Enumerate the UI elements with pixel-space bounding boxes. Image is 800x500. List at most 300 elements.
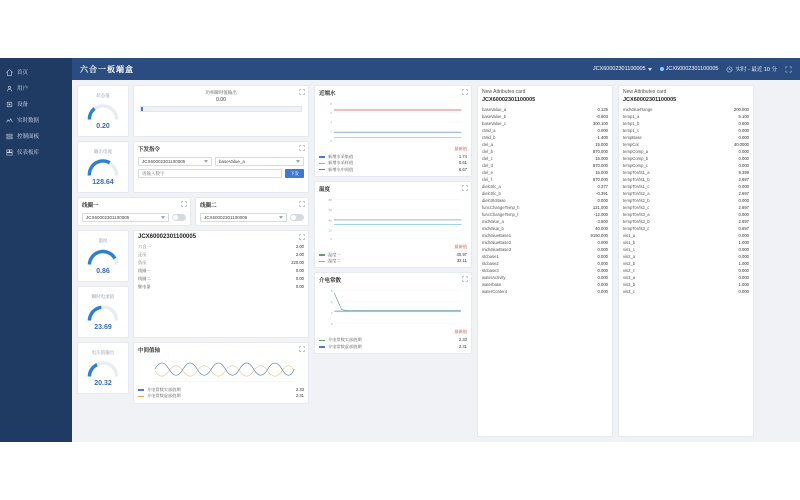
legend-value: 6.67 [458, 166, 467, 172]
list-item [478, 274, 612, 281]
chart-card-temperature [314, 181, 472, 269]
attr-key: tempToVls1_b [623, 177, 650, 182]
progress-track [140, 106, 302, 112]
chart-legend-header: 最新值 [454, 329, 467, 335]
status-dot-icon [660, 67, 664, 71]
svg-text:0: 0 [330, 138, 333, 143]
attr-value: 2.697 [738, 191, 749, 196]
attributes-card-1-device: JCX60002301100005 [482, 97, 536, 103]
attr-value: 870.000 [592, 177, 608, 182]
attr-key: clel_c [482, 156, 493, 161]
attr-value: 0.000 [597, 198, 608, 203]
row-gauge-sine [77, 342, 309, 404]
table-row [134, 243, 308, 251]
svg-text:20: 20 [328, 228, 332, 233]
panel-icon [6, 133, 13, 140]
coil-1-device-value: JCX60002301100005 [86, 215, 130, 220]
attr-key: tempCal [623, 142, 639, 147]
progress-title: 功率瞬时值输出 [205, 90, 237, 95]
sidebar-item-label: 控制面板 [17, 134, 40, 140]
gauge-label: 状态值 [96, 92, 110, 98]
row-value: 0.00 [295, 268, 304, 273]
user-icon [6, 85, 13, 92]
coil-2-controls [200, 213, 304, 222]
row-value: 0.00 [295, 276, 304, 281]
attr-value: -3.500 [596, 219, 608, 224]
table-row [134, 251, 308, 259]
chevron-down-icon [204, 160, 208, 163]
list-item [619, 260, 753, 267]
attr-value: 0.000 [597, 240, 608, 245]
row-key: 负压 [138, 260, 147, 265]
device-values-card [133, 230, 309, 338]
attr-key: dielctrlc_a [482, 184, 501, 189]
list-item [478, 281, 612, 288]
coil-row [77, 197, 309, 226]
legend-label: 新增水中间值 [328, 166, 354, 172]
gauge-label: 输出电流 [94, 148, 112, 154]
attr-value: 1.000 [738, 282, 749, 287]
list-item [619, 239, 753, 246]
legend-swatch [319, 254, 325, 256]
row-key: 六合一 [138, 244, 151, 249]
list-item [478, 106, 612, 113]
command-value-input[interactable] [138, 169, 282, 178]
list-item [478, 127, 612, 134]
chart-legend-dielectric [315, 335, 471, 353]
coil-1-controls [82, 213, 186, 222]
attr-key: tempToVls3_b [623, 219, 650, 224]
legend-item [319, 167, 467, 173]
attr-value: 0.000 [738, 233, 749, 238]
list-item [619, 274, 753, 281]
table-row [134, 259, 308, 267]
sine-legend [134, 385, 308, 403]
send-command-button[interactable]: 下发 [285, 169, 304, 178]
attr-key: clel_a [482, 142, 493, 147]
list-item [619, 267, 753, 274]
command-selectors [138, 157, 304, 166]
gauge-widget-1[interactable] [77, 141, 129, 193]
attr-value: 0.000 [738, 184, 749, 189]
legend-swatch [319, 156, 325, 158]
coil-card-2 [195, 197, 309, 226]
attr-value: 0.000 [738, 275, 749, 280]
svg-text:6: 6 [330, 289, 333, 294]
legend-value: 2.31 [295, 393, 304, 399]
command-device-select[interactable] [138, 157, 212, 166]
list-item [478, 239, 612, 246]
gauge-arc [86, 301, 120, 323]
expand-icon[interactable] [462, 276, 468, 282]
sidebar-item-user[interactable] [0, 80, 72, 96]
list-item [478, 134, 612, 141]
attr-key: tempToVls3_a [623, 212, 650, 217]
attr-value: 0.000 [597, 275, 608, 280]
attr-key: baseValue_c [482, 121, 506, 126]
attr-key: clel_d [482, 163, 493, 168]
legend-value: 2.33 [458, 337, 467, 343]
coil-2-device-select[interactable] [200, 213, 287, 222]
attr-key: waterActivity [482, 275, 506, 280]
attr-value: 0.000 [738, 268, 749, 273]
attr-key: midValueBase2 [482, 240, 512, 245]
attr-value: 0.377 [597, 184, 608, 189]
attr-key: stcbase3 [482, 268, 499, 273]
attr-key: vis1_a [623, 233, 636, 238]
chart-legend-temperature [315, 250, 471, 268]
sidebar-item-panel[interactable] [0, 128, 72, 144]
left-column [77, 85, 309, 437]
chart-card-distance [314, 85, 472, 177]
device-selector-2[interactable] [660, 66, 719, 72]
list-item [619, 197, 753, 204]
charts-column [314, 85, 472, 437]
attr-key: vis3_a [623, 275, 636, 280]
sine-chart-plot [134, 355, 308, 385]
home-icon [6, 69, 13, 76]
chevron-down-icon [296, 160, 300, 163]
attr-key: tempBase [623, 135, 642, 140]
coil-card-2-title: 线圈二 [200, 203, 217, 209]
svg-text:2: 2 [330, 311, 333, 316]
gauge-label: 电压值输出 [91, 349, 115, 355]
attributes-card-2-header: New Attributes card [623, 89, 667, 95]
attr-value: 0.000 [597, 247, 608, 252]
attributes-card-2-device: JCX60002301100005 [623, 97, 677, 103]
realtime-icon [6, 117, 13, 124]
attr-key: baseValue_a [482, 107, 507, 112]
list-item [619, 225, 753, 232]
attr-value: 0.000 [597, 128, 608, 133]
gauge-value: 0.20 [96, 122, 110, 130]
gauge-arc [86, 357, 120, 379]
expand-icon[interactable] [299, 89, 305, 95]
list-item [619, 218, 753, 225]
attr-value: -0.903 [596, 114, 608, 119]
command-device-value: JCX60002301100005 [142, 159, 186, 164]
coil-2-toggle[interactable] [290, 214, 304, 221]
svg-text:8: 8 [330, 101, 333, 106]
chart-title-temperature: 温度 [319, 186, 331, 193]
list-item [619, 113, 753, 120]
progress-fill [141, 107, 143, 111]
fullscreen-icon[interactable] [785, 66, 792, 73]
expand-icon[interactable] [299, 234, 305, 240]
sine-chart-card [133, 342, 309, 404]
row-key: 正压 [138, 252, 147, 257]
svg-text:2: 2 [330, 129, 333, 134]
legend-label: 介电常数虚部值期 [328, 343, 362, 349]
list-item [478, 183, 612, 190]
list-item [478, 190, 612, 197]
attr-value: 0.697 [738, 226, 749, 231]
chart-plot-temperature [315, 194, 471, 244]
attr-value: 0.000 [738, 212, 749, 217]
sidebar [0, 58, 72, 442]
legend-value: 0.61 [458, 160, 467, 166]
legend-swatch [138, 389, 144, 391]
attr-key: vis2_a [623, 254, 636, 259]
attr-key: tempToVls3_c [623, 226, 650, 231]
device-values-title: JCX60002301100005 [138, 234, 197, 240]
gauge-value: 20.32 [94, 379, 112, 387]
list-item [478, 246, 612, 253]
attr-value: 200.000 [733, 107, 749, 112]
attr-key: dielctrlc_b [482, 191, 501, 196]
legend-label: 温度一 [328, 251, 341, 257]
device-selector-1[interactable] [593, 66, 652, 72]
svg-text:0: 0 [330, 236, 332, 241]
legend-swatch [319, 163, 325, 165]
attr-key: tempComp_a [623, 149, 649, 154]
attr-value: -12.000 [593, 212, 608, 217]
list-item [478, 197, 612, 204]
attr-value: 870.000 [592, 149, 608, 154]
list-item [619, 183, 753, 190]
attr-key: midValue_a [482, 219, 504, 224]
device-selector-2-label: JCX60002301100005 [665, 66, 719, 72]
page-title: 六合一板端盒 [80, 64, 134, 74]
legend-value: 1.74 [458, 154, 467, 159]
legend-value: 40.97 [456, 251, 467, 257]
chevron-down-icon [648, 68, 652, 71]
list-item [478, 267, 612, 274]
attr-key: tempToVls1_a [623, 170, 650, 175]
legend-label: 新增水采集值 [328, 154, 354, 159]
attr-value: 40.0000 [733, 142, 749, 147]
row-gauge-command [77, 141, 309, 193]
legend-label: 介电常数实部值期 [147, 387, 181, 392]
attr-value: 0.000 [597, 289, 608, 294]
attr-key: waterbase [482, 282, 502, 287]
svg-text:60: 60 [328, 208, 332, 213]
top-bar [72, 58, 800, 80]
svg-text:0: 0 [330, 322, 333, 327]
list-item [619, 246, 753, 253]
sidebar-item-realtime[interactable] [0, 112, 72, 128]
attr-key: clel_f [482, 177, 492, 182]
legend-item [319, 258, 467, 264]
attr-key: stcbase1 [482, 254, 499, 259]
gauge-stack [77, 230, 129, 338]
list-item [619, 288, 753, 295]
attr-key: tempComp_c [623, 163, 648, 168]
application-window [0, 58, 800, 442]
gauge-value: 128.64 [92, 178, 114, 186]
legend-item [138, 393, 304, 399]
attr-key: midValueBase3 [482, 247, 512, 252]
attr-value: 15.000 [595, 170, 608, 175]
sidebar-item-label: 用户 [17, 86, 29, 92]
list-item [619, 127, 753, 134]
list-item [619, 148, 753, 155]
gauge-value: 23.69 [94, 323, 112, 331]
attr-value: 1.000 [738, 240, 749, 245]
main-area [72, 58, 800, 442]
chevron-down-icon [161, 216, 165, 219]
list-item [619, 211, 753, 218]
list-item [619, 106, 753, 113]
row-key: 继电器 [138, 284, 151, 289]
attr-value: 9.399 [738, 170, 749, 175]
attr-key: midValueBase1 [482, 233, 512, 238]
chart-plot-dielectric [315, 285, 471, 329]
attr-value: 0.000 [738, 254, 749, 259]
gauge-label: 温度 [98, 237, 108, 243]
attr-value: 121.000 [592, 205, 608, 210]
expand-icon[interactable] [462, 89, 468, 95]
attr-value: 0.000 [738, 149, 749, 154]
attr-value: 15.000 [595, 142, 608, 147]
gauge-widget-4[interactable] [77, 342, 129, 394]
attr-key: midValue_b [482, 226, 504, 231]
attr-key: tempToVls2_c [623, 205, 650, 210]
list-item [478, 155, 612, 162]
attr-key: temp1_b [623, 121, 640, 126]
legend-swatch [319, 169, 325, 171]
gauge-label: 瞬时电流值 [91, 293, 115, 299]
sidebar-item-label: 设备 [17, 102, 29, 108]
sidebar-item-device[interactable] [0, 96, 72, 112]
attr-value: 0.000 [738, 128, 749, 133]
expand-icon[interactable] [299, 145, 305, 151]
list-item [619, 141, 753, 148]
command-card-title: 下发指令 [138, 147, 161, 153]
list-item [478, 148, 612, 155]
row-value: 220.00 [291, 260, 304, 265]
gauge-arc [86, 245, 120, 267]
gauge-value: 0.86 [96, 267, 110, 275]
coil-card-1-title: 线圈一 [82, 203, 99, 209]
legend-swatch [319, 346, 325, 348]
attr-value: 15.000 [595, 156, 608, 161]
expand-icon[interactable] [181, 201, 187, 207]
legend-item [319, 344, 467, 350]
command-input-row [138, 169, 304, 178]
list-item [619, 169, 753, 176]
attr-key: stcbase2 [482, 261, 499, 266]
attr-value: 0.125 [597, 107, 608, 112]
attr-value: 0.000 [597, 254, 608, 259]
attr-key: funcChangeTemp_l [482, 212, 519, 217]
gauge-widget-3[interactable] [77, 286, 129, 338]
list-item [478, 225, 612, 232]
attr-key: tempToVls2_b [623, 198, 650, 203]
command-attribute-select[interactable] [215, 157, 304, 166]
attr-key: baseValue_b [482, 114, 507, 119]
attr-key: temp1_c [623, 128, 640, 133]
expand-icon[interactable] [299, 201, 305, 207]
sidebar-item-home[interactable] [0, 64, 72, 80]
attr-value: 2.697 [738, 219, 749, 224]
svg-text:6: 6 [330, 111, 333, 116]
svg-text:80: 80 [328, 197, 332, 202]
list-item [478, 211, 612, 218]
table-row [134, 267, 308, 275]
legend-swatch [138, 396, 144, 398]
attr-key: tempToVls1_c [623, 184, 650, 189]
attr-key: temp1_a [623, 114, 640, 119]
attr-value: 0.000 [597, 261, 608, 266]
expand-icon[interactable] [299, 346, 305, 352]
legend-value: 32.11 [456, 258, 467, 264]
list-item [478, 204, 612, 211]
legend-label: 介电常数虚部值期 [147, 393, 181, 399]
legend-label: 温度二 [328, 258, 341, 264]
power-progress-card[interactable] [133, 85, 309, 137]
time-range-selector[interactable] [726, 65, 777, 73]
list-item [478, 288, 612, 295]
coil-card-1 [77, 197, 191, 226]
coil-1-toggle[interactable] [172, 214, 186, 221]
sine-chart-title: 中间值轴 [138, 348, 161, 354]
attr-value: 0.000 [738, 135, 749, 140]
dashboard-content [72, 80, 800, 442]
device-values-list [134, 243, 308, 291]
attr-key: clel_e [482, 170, 493, 175]
device-icon [6, 101, 13, 108]
list-item [478, 141, 612, 148]
row-value: 0.00 [295, 284, 304, 289]
sidebar-item-label: 实时数据 [17, 118, 40, 124]
chart-legend-header: 最新值 [454, 146, 467, 151]
list-item [478, 113, 612, 120]
gauge-widget-0[interactable] [77, 85, 129, 137]
list-item [478, 162, 612, 169]
legend-swatch [319, 261, 325, 263]
list-item [478, 218, 612, 225]
list-item [478, 253, 612, 260]
list-item [619, 204, 753, 211]
command-card [133, 141, 309, 193]
row-key: 线圈一 [138, 268, 151, 273]
attributes-card-2 [618, 85, 754, 437]
list-item [478, 169, 612, 176]
svg-text:40: 40 [328, 218, 332, 223]
attr-key: cMid_b [482, 135, 496, 140]
attr-key: vis2_c [623, 268, 635, 273]
command-attribute-value: baseValue_a [219, 159, 245, 164]
gauge-arc [86, 156, 120, 178]
attr-key: dielctrlcBase [482, 198, 506, 203]
attr-value: 0.000 [738, 289, 749, 294]
coil-1-device-select[interactable] [82, 213, 169, 222]
attributes-card-1 [477, 85, 613, 437]
list-item [619, 190, 753, 197]
attr-key: clel_b [482, 149, 493, 154]
chart-plot-distance [315, 98, 471, 146]
attr-value: 1.000 [738, 261, 749, 266]
sidebar-item-dashboard-library[interactable] [0, 144, 72, 160]
list-item [619, 134, 753, 141]
chart-legend-distance [315, 152, 471, 176]
attr-value: 0.000 [597, 268, 608, 273]
attr-key: vis1_b [623, 240, 636, 245]
list-item [478, 120, 612, 127]
gauge-arc [86, 100, 120, 122]
attr-key: vis3_b [623, 282, 636, 287]
gauge-widget-2[interactable] [77, 230, 129, 282]
attr-value: 0.000 [738, 247, 749, 252]
legend-value: 2.33 [295, 387, 304, 392]
row-key: 线圈二 [138, 276, 151, 281]
chart-legend-header: 最新值 [454, 243, 467, 249]
attr-value: 870.000 [592, 163, 608, 168]
expand-icon[interactable] [462, 185, 468, 191]
table-row [134, 275, 308, 283]
legend-label: 新增水采样值 [328, 160, 354, 166]
